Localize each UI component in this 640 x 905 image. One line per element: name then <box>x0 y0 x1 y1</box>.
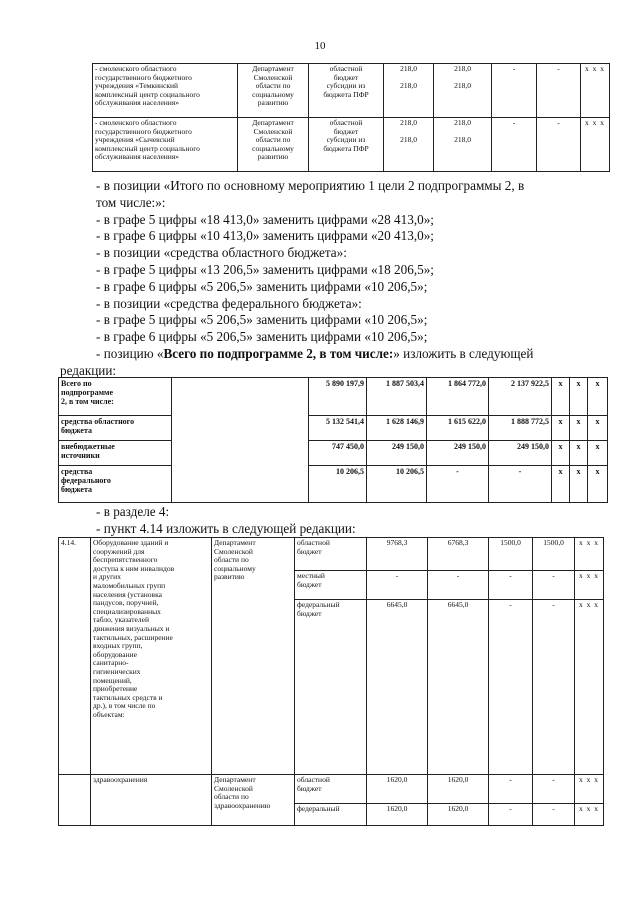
row-label: Всего по подпрограмме 2, в том числе: <box>59 378 172 416</box>
x-mark: x <box>588 378 608 416</box>
value-total: 9768,3 <box>367 538 428 571</box>
funding-source: федеральный <box>295 804 367 826</box>
x-mark: x <box>570 466 588 503</box>
year1-value: 218,0 218,0 <box>434 64 492 118</box>
table-subprogram-total <box>58 377 608 503</box>
x-mark: x <box>570 416 588 441</box>
value-year2: 249 150,0 <box>427 441 489 466</box>
value-year3: 1 888 772,5 <box>489 416 552 441</box>
value-year1: 10 206,5 <box>367 466 427 503</box>
year3-value: - <box>537 64 581 118</box>
amendment-text: - в позиции «Итого по основному мероприятию 1 цели 2 подпрограммы 2, в том числе:»: - в графе 5 цифры «18 413,0» заменить цифрами «28 413,0»; - в графе 6 цифры «10 413,0» заменить цифрами «20 413,0»; - в позиции «средства областного бюджета»: - в графе 5 цифры «13 206,5» заменить цифрами «18 206,5»; - в графе 6 цифры «5 206,5» заменить цифрами «10 206,5»; - в позиции «средства федерального бюджета»: - в графе 5 цифры «5 206,5» заменить цифрами «10 206,5»; - в графе 6 цифры «5 206,5» заменить цифрами «10 206,5»; - позицию «Всего по подпрограмме 2, в том числе:» изложить в следующей редакции: <box>96 178 606 380</box>
value-year2: - <box>489 804 533 826</box>
value-year1: 6768,3 <box>428 538 489 571</box>
value-year1: 1 628 146,9 <box>367 416 427 441</box>
value-year1: 1620,0 <box>428 804 489 826</box>
value-total: 1620,0 <box>367 775 428 804</box>
x-marks: x x x <box>575 600 604 775</box>
value-year3: 2 137 922,5 <box>489 378 552 416</box>
value-total: 5 132 541,4 <box>309 416 367 441</box>
value-year2: 1 864 772,0 <box>427 378 489 416</box>
x-mark: x <box>570 378 588 416</box>
row-label: средства федерального бюджета <box>59 466 172 503</box>
table-top <box>92 63 610 172</box>
item-description: Оборудование зданий и сооружений для беспрепятственного доступа к ним инвалидов и других маломобильных групп населения (установка пандусов, поручней, специализированных табло, указателей движения визуальных и тактильных, расширение входных групп, оборудование санитарно- гигиенических помещений, приобретение тактильных средств и др.), в том числе по объектам: <box>91 538 212 775</box>
value-total: 747 450,0 <box>309 441 367 466</box>
value-year3: - <box>489 466 552 503</box>
value-year2: - <box>489 775 533 804</box>
value-year2: - <box>489 571 533 600</box>
x-mark: x <box>570 441 588 466</box>
table-row <box>59 378 608 416</box>
value-total: 1620,0 <box>367 804 428 826</box>
value-year3: - <box>533 571 575 600</box>
x-marks: x x x <box>581 64 610 118</box>
value-total: 6645,0 <box>367 600 428 775</box>
funding-source: областной бюджет субсидии из бюджета ПФР <box>309 64 384 118</box>
x-mark: x <box>588 441 608 466</box>
institution-name: - смоленского областного государственного бюджетного учреждения «Сычевский комплексный центр социального обслуживания населения» <box>93 118 238 172</box>
bold-position-line: - позицию «Всего по подпрограмме 2, в том числе:» изложить в следующей <box>96 345 534 361</box>
subitem-name: здравоохранения <box>91 775 212 826</box>
x-marks: x x x <box>575 571 604 600</box>
funding-source: федеральный бюджет <box>295 600 367 775</box>
year1-value: 218,0 218,0 <box>434 118 492 172</box>
section-4-text: - в разделе 4: - пункт 4.14 изложить в следующей редакции: <box>96 504 356 536</box>
x-mark: x <box>588 466 608 503</box>
value-year3: - <box>533 804 575 826</box>
item-number-empty <box>59 775 91 826</box>
value-year2: - <box>489 600 533 775</box>
empty-cell <box>172 378 309 503</box>
value-year1: 249 150,0 <box>367 441 427 466</box>
x-mark: x <box>552 416 570 441</box>
funding-source: областной бюджет <box>295 538 367 571</box>
total-value: 218,0 218,0 <box>384 64 434 118</box>
value-year1: 6645,0 <box>428 600 489 775</box>
x-mark: x <box>552 466 570 503</box>
value-year1: - <box>428 571 489 600</box>
x-marks: x x x <box>581 118 610 172</box>
item-number: 4.14. <box>59 538 91 775</box>
funding-source: областной бюджет субсидии из бюджета ПФР <box>309 118 384 172</box>
year2-value: - <box>492 64 537 118</box>
value-year3: - <box>533 775 575 804</box>
executor: Департамент Смоленской области по социальному развитию <box>238 64 309 118</box>
value-year2: - <box>427 466 489 503</box>
institution-name: - смоленского областного государственного бюджетного учреждения «Темкинский комплексный центр социального обслуживания населения» <box>93 64 238 118</box>
row-label: внебюджетные источники <box>59 441 172 466</box>
table-row <box>93 118 610 172</box>
x-mark: x <box>552 378 570 416</box>
table-row <box>59 775 604 804</box>
table-row <box>59 416 608 441</box>
value-total: - <box>367 571 428 600</box>
page-number: 10 <box>314 40 326 52</box>
row-label: средства областного бюджета <box>59 416 172 441</box>
value-year3: - <box>533 600 575 775</box>
funding-source: местный бюджет <box>295 571 367 600</box>
executor: Департамент Смоленской области по здравоохранению <box>212 775 295 826</box>
table-row <box>59 466 608 503</box>
value-year1: 1 887 503,4 <box>367 378 427 416</box>
value-year2: 1500,0 <box>489 538 533 571</box>
year3-value: - <box>537 118 581 172</box>
total-value: 218,0 218,0 <box>384 118 434 172</box>
value-total: 10 206,5 <box>309 466 367 503</box>
x-marks: x x x <box>575 775 604 804</box>
x-marks: x x x <box>575 538 604 571</box>
value-year3: 249 150,0 <box>489 441 552 466</box>
value-year2: 1 615 622,0 <box>427 416 489 441</box>
executor: Департамент Смоленской области по социальному развитию <box>212 538 295 775</box>
table-row <box>59 538 604 571</box>
year2-value: - <box>492 118 537 172</box>
value-year1: 1620,0 <box>428 775 489 804</box>
value-year3: 1500,0 <box>533 538 575 571</box>
x-mark: x <box>588 416 608 441</box>
funding-source: областной бюджет <box>295 775 367 804</box>
executor: Департамент Смоленской области по социальному развитию <box>238 118 309 172</box>
x-mark: x <box>552 441 570 466</box>
table-item-4-14 <box>58 537 604 826</box>
table-row <box>59 441 608 466</box>
x-marks: x x x <box>575 804 604 826</box>
value-total: 5 890 197,9 <box>309 378 367 416</box>
table-row <box>93 64 610 118</box>
